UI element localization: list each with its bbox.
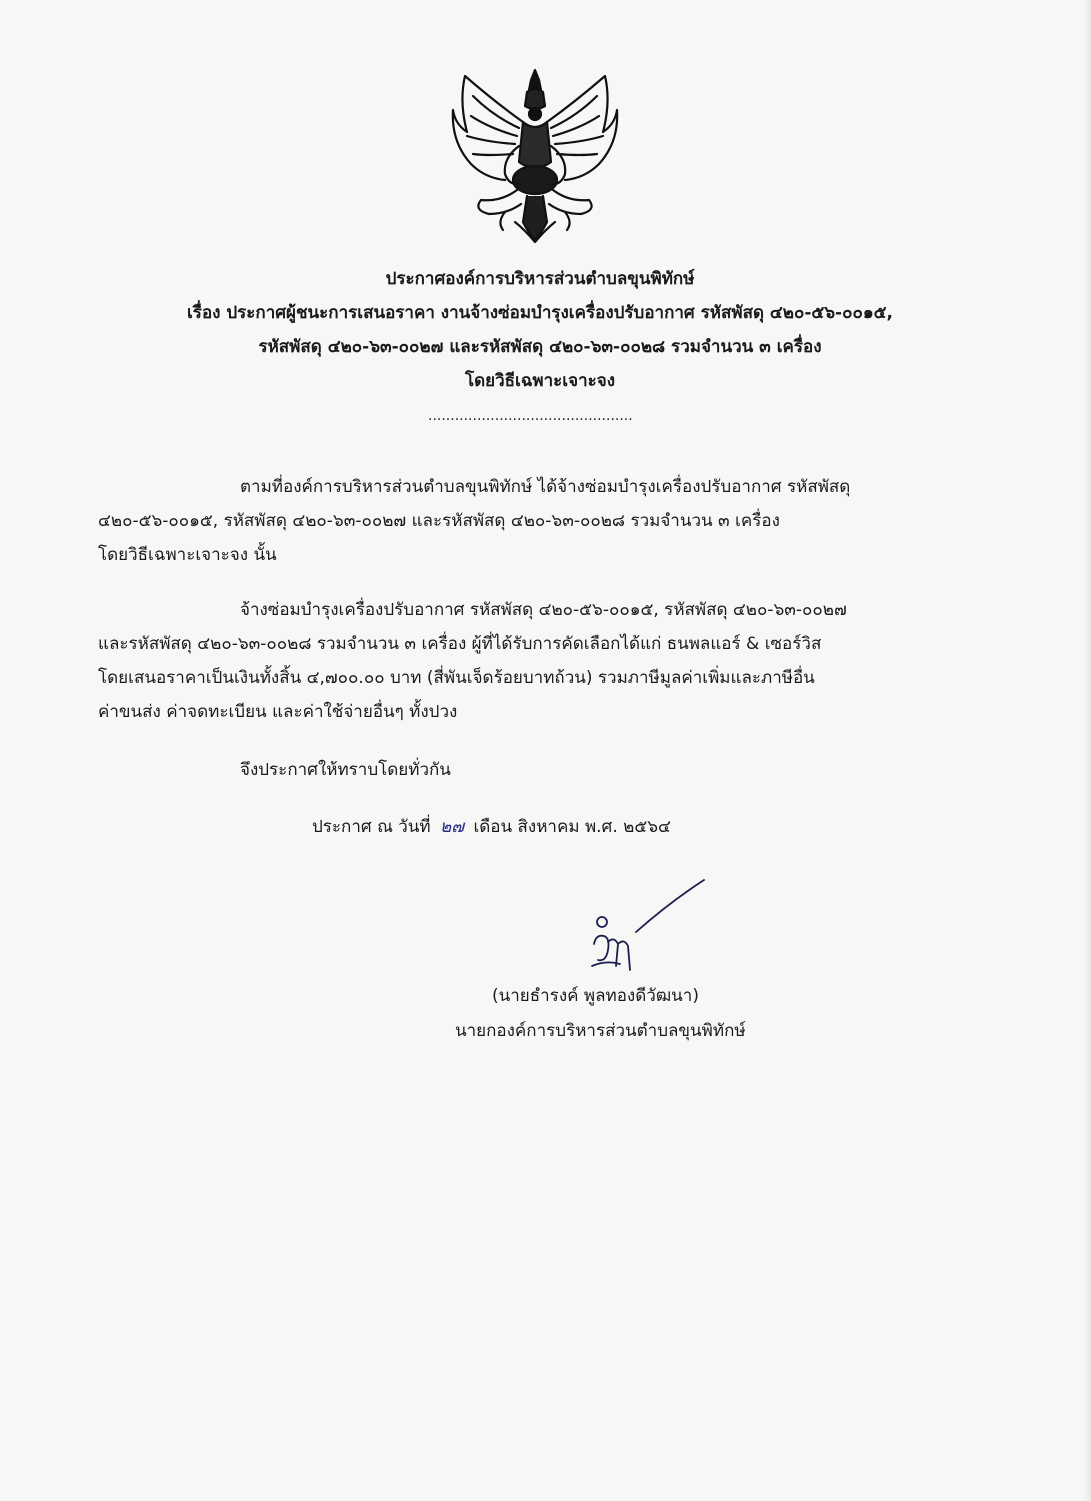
paragraph-2: [98, 593, 982, 729]
paragraph-3: จึงประกาศให้ทราบโดยทั่วกัน: [240, 760, 451, 780]
date-suffix: เดือน สิงหาคม พ.ศ. ๒๕๖๔: [473, 817, 671, 837]
paragraph-1-line-3: โดยวิธีเฉพาะเจาะจง นั้น: [98, 545, 277, 565]
date-day-handwritten: ๒๗: [440, 817, 465, 837]
paragraph-1-line-1: ตามที่องค์การบริหารส่วนตำบลขุนพิทักษ์ ได้จ้างซ่อมบำรุงเครื่องปรับอากาศ รหัสพัสดุ: [240, 477, 851, 497]
title-line-1: ประกาศองค์การบริหารส่วนตำบลขุนพิทักษ์: [385, 269, 695, 289]
title-line-4: โดยวิธีเฉพาะเจาะจง: [464, 371, 616, 391]
page-edge-shadow: [1083, 0, 1091, 1501]
paragraph-2-line-4: ค่าขนส่ง ค่าจดทะเบียน และค่าใช้จ่ายอื่นๆ ทั้งปวง: [98, 702, 458, 722]
title-line-3: รหัสพัสดุ ๔๒๐-๖๓-๐๐๒๗ และรหัสพัสดุ ๔๒๐-๖๓-๐๐๒๘ รวมจำนวน ๓ เครื่อง: [258, 337, 822, 357]
title-line-2: เรื่อง ประกาศผู้ชนะการเสนอราคา งานจ้างซ่อมบำรุงเครื่องปรับอากาศ รหัสพัสดุ ๔๒๐-๕๖-๐๐๑๕,: [187, 303, 893, 323]
garuda-emblem-icon: [445, 62, 625, 247]
paragraph-2-line-3: โดยเสนอราคาเป็นเงินทั้งสิ้น ๔,๗๐๐.๐๐ บาท (สี่พันเจ็ดร้อยบาทถ้วน) รวมภาษีมูลค่าเพิ่มและภาษีอื่น: [98, 668, 815, 688]
signer-name: (นายธำรงค์ พูลทองดีวัฒนา): [492, 986, 699, 1006]
handwritten-signature-icon: [580, 872, 720, 982]
dotted-separator: ..............................................: [428, 408, 633, 424]
signer-position: นายกองค์การบริหารส่วนตำบลขุนพิทักษ์: [455, 1021, 746, 1041]
paragraph-1: [98, 470, 982, 572]
announcement-title: [60, 262, 1020, 398]
announcement-date: [312, 810, 671, 844]
date-prefix: ประกาศ ณ วันที่: [312, 817, 431, 837]
paragraph-1-line-2: ๔๒๐-๕๖-๐๐๑๕, รหัสพัสดุ ๔๒๐-๖๓-๐๐๒๗ และรหัสพัสดุ ๔๒๐-๖๓-๐๐๒๘ รวมจำนวน ๓ เครื่อง: [98, 511, 780, 531]
paragraph-2-line-1: จ้างซ่อมบำรุงเครื่องปรับอากาศ รหัสพัสดุ ๔๒๐-๕๖-๐๐๑๕, รหัสพัสดุ ๔๒๐-๖๓-๐๐๒๗: [240, 600, 847, 620]
paragraph-2-line-2: และรหัสพัสดุ ๔๒๐-๖๓-๐๐๒๘ รวมจำนวน ๓ เครื่อง ผู้ที่ได้รับการคัดเลือกได้แก่ ธนพลแอร์ & เซอร์วิส: [98, 634, 822, 654]
